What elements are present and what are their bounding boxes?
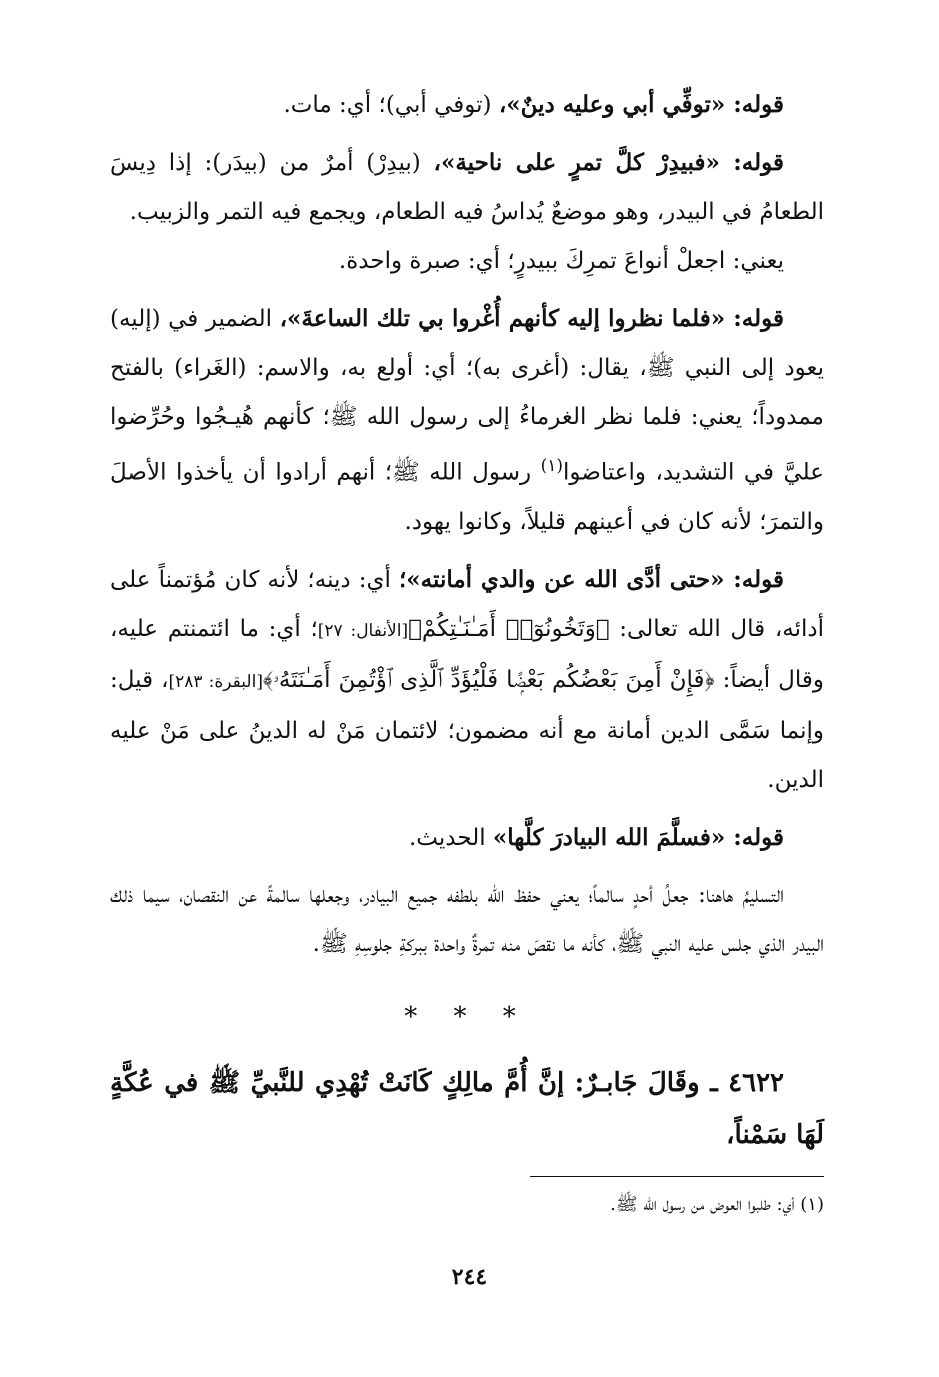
paragraph-4-body: الضمير في (إليه) يعود إلى النبي ﷺ، يقال: (أغرى به)؛ أي: أولع به، والاسم: (الغَراء) بالفتح ممدوداً؛ يعني: فلما نظر الغرماءُ إلى رسول الله ﷺ؛ كأنهم هُيـجُوا وحُرِّضوا عليَّ في التشديد، واعتاضوا	[110, 306, 824, 486]
page-body	[110, 80, 824, 1161]
quran-reference-baqara: [البقرة: ٢٨٣]	[168, 671, 263, 692]
paragraph-1-lead: قوله: «توفِّي أبي وعليه دينٌ»،	[498, 91, 784, 118]
paragraph-5-mid: ؛ أي: ما ائتمنتم عليه، وقال أيضاً: ﴿فَإِنْ أَمِنَ بَعْضُكُم بَعْضًۭا فَلْيُؤَدِّ ٱلَّذِى ٱؤْتُمِنَ أَمَـٰنَتَهُۥ﴾	[110, 615, 824, 693]
paragraph-3	[110, 237, 824, 286]
paragraph-7	[110, 871, 824, 969]
hadith-heading: ٤٦٢٢ ـ وقَالَ جَابـرٌ: إنَّ أُمَّ مالِكٍ كَانَتْ تُهْدِي للنَّبيِّ ﷺ في عُكَّةٍ لَهَا سَمْناً،	[110, 1067, 824, 1150]
paragraph-5-lead: قوله: «حتى أدَّى الله عن والدي أمانته»؛	[398, 565, 784, 593]
footnote-reference[interactable]: (١)	[540, 456, 564, 476]
paragraph-2-lead: قوله: «فبيدِرْ كلَّ تمرٍ على ناحية»،	[433, 149, 784, 176]
paragraph-2-body: (بيدِرْ) أمرٌ من (بيدَر): إذا دِيسَ الطعامُ في البيدر، وهو موضعٌ يُداسُ فيه الطعام، ويجمع فيه التمر والزبيب.	[110, 150, 824, 225]
paragraph-1-body: (توفي أبي)؛ أي: مات.	[283, 92, 499, 118]
quran-reference-anfal: [الأنفال: ٢٧]	[317, 620, 409, 641]
paragraph-7-body: التسليمُ هاهنا: جعلُ أحدٍ سالماً؛ يعني حفظ الله بلطفه جميع البيادر، وجعلها سالمةً عن النقصان، سيما ذلك البيدر الذي جلس عليه النبي ﷺ، كأنه ما نقصَ منه تمرةٌ واحدة ببركةِ جلوسِهِ ﷺ.	[110, 881, 824, 957]
section-separator: * * *	[404, 1001, 530, 1032]
footnote-divider	[530, 1176, 824, 1177]
page-number: ٢٤٤	[451, 1264, 488, 1290]
paragraph-2	[110, 138, 824, 237]
paragraph-4-tail: رسول الله ﷺ؛ أنهم أرادوا أن يأخذوا الأصلَ والتمرَ؛ لأنه كان في أعينهم قليلاً، وكانوا يهود.	[110, 459, 824, 535]
paragraph-6	[110, 813, 824, 863]
paragraph-6-lead: قوله: «فسلَّمَ الله البيادرَ كلَّها»	[492, 823, 784, 851]
paragraph-1	[110, 80, 824, 130]
paragraph-4	[110, 294, 824, 547]
paragraph-3-body: يعني: اجعلْ أنواعَ تمرِكَ ببيدرٍ؛ أي: صبرة واحدة.	[338, 248, 784, 274]
paragraph-6-body: الحديث.	[408, 824, 493, 851]
paragraph-5	[110, 555, 824, 805]
paragraph-5-body: أي: دينه؛ لأنه كان مُؤتمناً على أدائه، قال الله تعالى: ﴿وَتَخُونُوٓا۟ أَمَـٰنَـٰتِكُمْ﴾	[110, 566, 825, 642]
paragraph-5-tail: ، قيل: وإنما سَمَّى الدين أمانة مع أنه مضمون؛ لائتمان مَنْ له الدينُ على مَنْ عليه الدين.	[110, 666, 824, 793]
paragraph-4-lead: قوله: «فلما نظروا إليه كأنهم أُغْروا بي تلك الساعةَ»،	[279, 305, 784, 332]
footnote-text: (١) أي: طلبوا العوض من رسول الله ﷺ.	[610, 1194, 824, 1215]
